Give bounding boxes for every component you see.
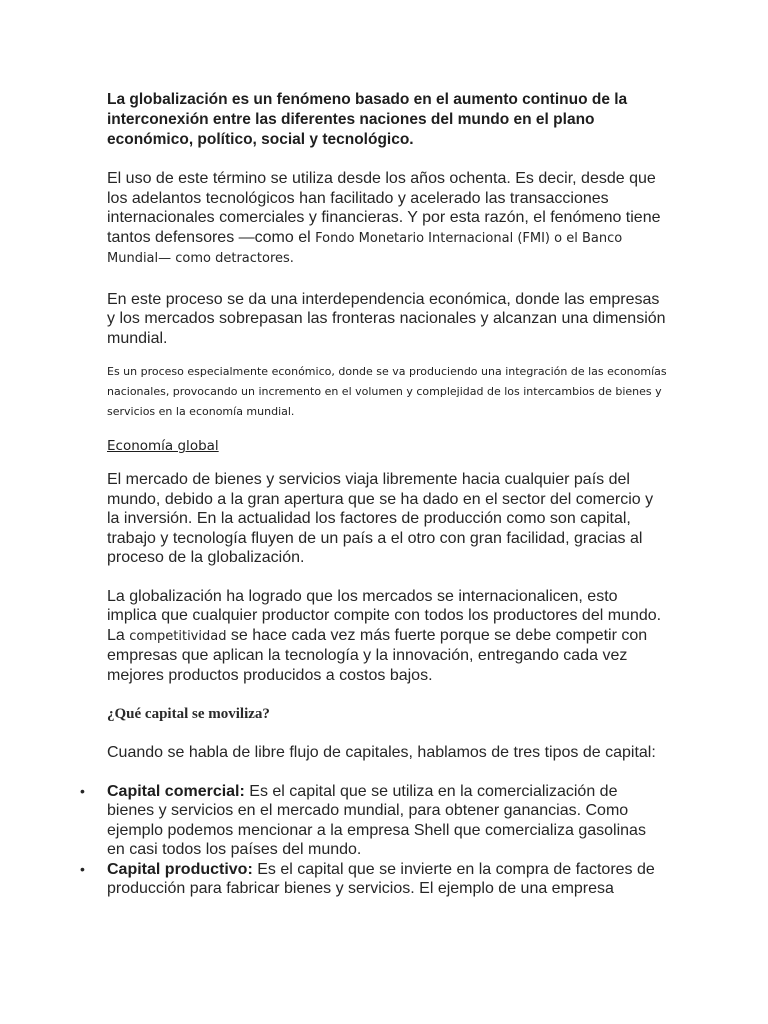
- lead-paragraph: La globalización es un fenómeno basado en el aumento continuo de la interconexión entre las diferentes naciones del mundo en el plano económico, político, social y tecnológico.: [107, 91, 628, 148]
- paragraph-capital-intro: Cuando se habla de libre flujo de capitales, hablamos de tres tipos de capital:: [107, 744, 656, 761]
- capital-types-list: [80, 782, 667, 899]
- paragraph-origin-institutions: Fondo Monetario Internacional (FMI) o el Banco Mundial— como detractores.: [107, 230, 623, 266]
- paragraph-integration: Es un proceso especialmente económico, donde se va produciendo una integración de las economías nacionales, provocando un incremento en el volumen y complejidad de los intercambios de bienes y servicios en la economía mundial.: [107, 365, 667, 418]
- paragraph-competition: [107, 587, 667, 686]
- heading-economia-global: Economía global: [107, 438, 219, 454]
- bullet-term: Capital productivo:: [107, 860, 253, 878]
- paragraph-origin: [107, 169, 667, 269]
- paragraph-market: El mercado de bienes y servicios viaja libremente hacia cualquier país del mundo, debido a la gran apertura que se ha dado en el sector del comercio y la inversión. En la actualidad los factores de producción como son capital, trabajo y tecnología fluyen de un país a el otro con gran facilidad, gracias al proceso de la globalización.: [107, 471, 654, 566]
- competitividad-link-text: competitividad: [129, 628, 227, 644]
- bullet-text: Es el capital que se invierte en la compra de factores de producción para fabricar bienes y servicios. El ejemplo de una empresa: [107, 860, 655, 897]
- list-item: [80, 782, 667, 860]
- paragraph-competition-b: se hace cada vez más fuerte porque se debe competir con empresas que aplican la tecnología y la innovación, entregando cada vez mejores productos producidos a costos bajos.: [107, 626, 648, 684]
- document-body: [80, 90, 667, 899]
- paragraph-competition-a: La globalización ha logrado que los mercados se internacionalicen, esto implica que cualquier productor compite con todos los productores del mundo. La: [107, 587, 662, 644]
- paragraph-origin-main: El uso de este término se utiliza desde los años ochenta. Es decir, desde que los adelantos tecnológicos han facilitado y acelerado las transacciones internacionales comerciales y financieras. Y por esta razón, el fenómeno tiene tantos defensores —como el: [107, 170, 661, 246]
- list-item: [80, 860, 667, 899]
- heading-capital: ¿Qué capital se moviliza?: [107, 706, 270, 722]
- bullet-marker: •: [80, 782, 85, 799]
- bullet-text: Es el capital que se utiliza en la comercialización de bienes y servicios en el mercado mundial, para obtener ganancias. Como ejemplo podemos mencionar a la empresa Shell que comercializa gasolinas en casi todos los países del mundo.: [107, 782, 646, 858]
- bullet-term: Capital comercial:: [107, 782, 245, 800]
- bullet-marker: •: [80, 860, 85, 877]
- paragraph-interdependence: En este proceso se da una interdependencia económica, donde las empresas y los mercados sobrepasan las fronteras nacionales y alcanzan una dimensión mundial.: [107, 290, 666, 347]
